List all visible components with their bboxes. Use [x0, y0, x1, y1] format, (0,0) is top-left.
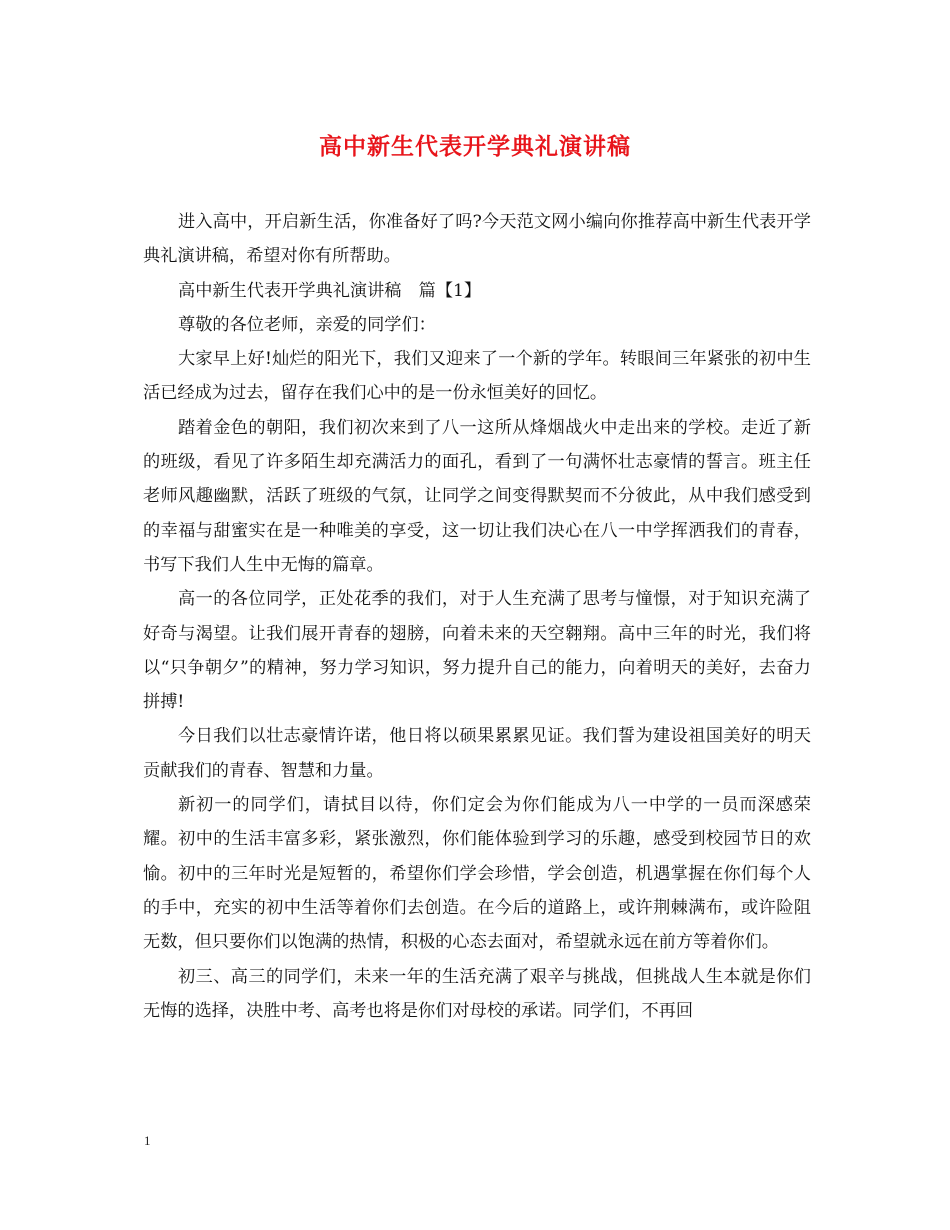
paragraph-senior-one: 高一的各位同学，正处花季的我们，对于人生充满了思考与憧憬，对于知识充满了好奇与渴望。让我们展开青春的翅膀，向着未来的天空翱翔。高中三年的时光，我们将以“只争朝夕”的精神，努力学习知识，努力提升自己的能力，向着明天的美好，去奋力拼搏!: [143, 589, 811, 713]
page-number: 1: [144, 1133, 151, 1148]
paragraph-intro: 进入高中，开启新生活，你准备好了吗?今天范文网小编向你推荐高中新生代表开学典礼演讲稿，希望对你有所帮助。: [143, 212, 811, 267]
document-title: 高中新生代表开学典礼演讲稿: [319, 133, 631, 160]
paragraph-section-heading: 高中新生代表开学典礼演讲稿 篇【1】: [178, 280, 482, 301]
paragraph-junior-one: 新初一的同学们，请拭目以待，你们定会为你们能成为八一中学的一员而深感荣耀。初中的生活丰富多彩，紧张激烈，你们能体验到学习的乐趣，感受到校园节日的欢愉。初中的三年时光是短暂的，希望你们学会珍惜，学会创造，机遇掌握在你们每个人的手中，充实的初中生活等着你们去创造。在今后的道路上，或许荆棘满布，或许险阻无数，但只要你们以饱满的热情，积极的心态去面对，希望就永远在前方等着你们。: [143, 795, 811, 953]
document-body: [143, 205, 811, 1028]
paragraph-greeting: 大家早上好!灿烂的阳光下，我们又迎来了一个新的学年。转眼间三年紧张的初中生活已经成为过去，留存在我们心中的是一份永恒美好的回忆。: [143, 349, 811, 404]
paragraph-arrival: 踏着金色的朝阳，我们初次来到了八一这所从烽烟战火中走出来的学校。走近了新的班级，看见了许多陌生却充满活力的面孔，看到了一句满怀壮志豪情的誓言。班主任老师风趣幽默，活跃了班级的气氛，让同学之间变得默契而不分彼此，从中我们感受到的幸福与甜蜜实在是一种唯美的享受，这一切让我们决心在八一中学挥洒我们的青春，书写下我们人生中无悔的篇章。: [143, 417, 811, 575]
paragraph-graduating: 初三、高三的同学们，未来一年的生活充满了艰辛与挑战，但挑战人生本就是你们无悔的选择，决胜中考、高考也将是你们对母校的承诺。同学们，不再回: [143, 966, 811, 1021]
paragraph-salutation: 尊敬的各位老师，亲爱的同学们：: [178, 314, 436, 335]
paragraph-pledge: 今日我们以壮志豪情许诺，他日将以硕果累累见证。我们誓为建设祖国美好的明天贡献我们的青春、智慧和力量。: [143, 726, 811, 781]
